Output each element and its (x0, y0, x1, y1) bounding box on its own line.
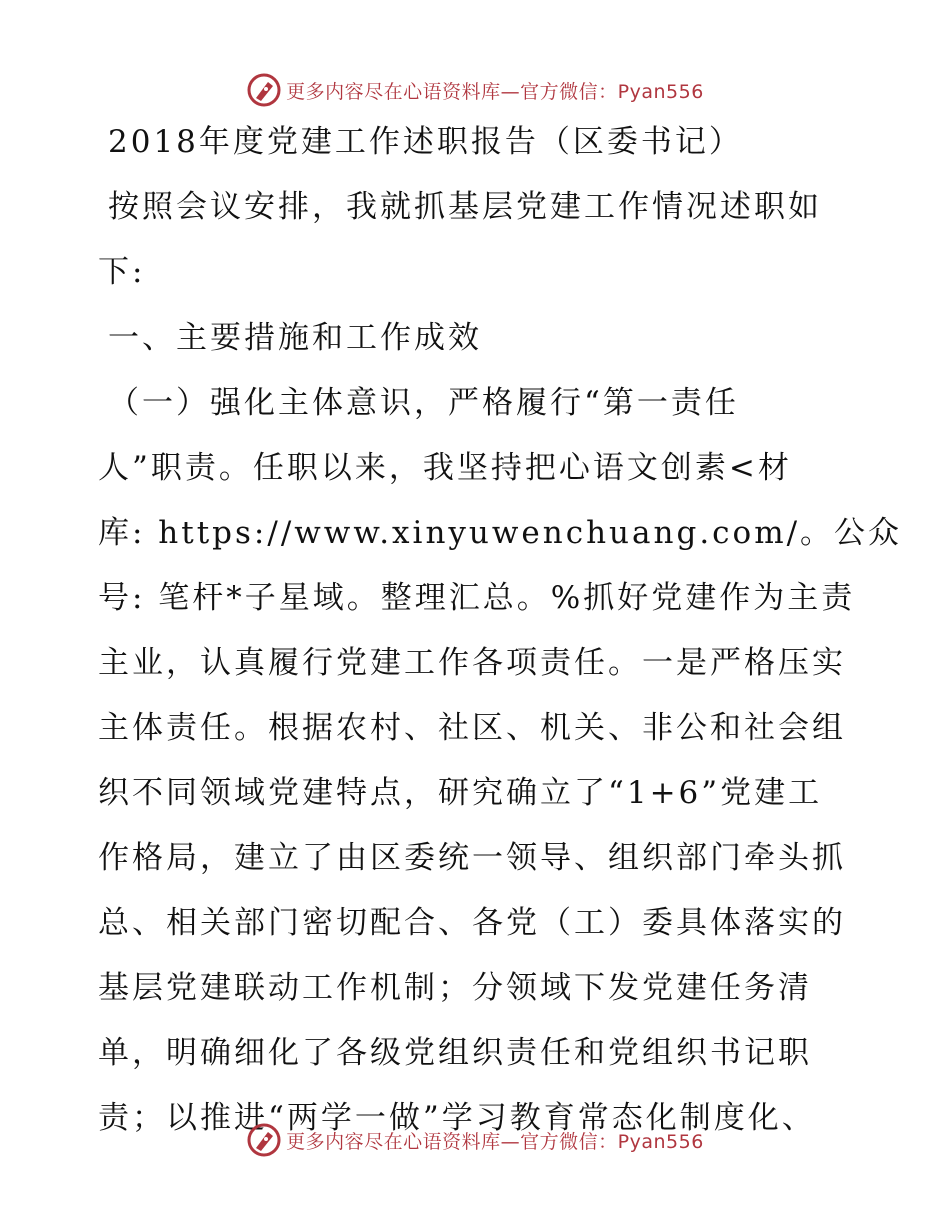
body-line: 人”职责。任职以来，我坚持把心语文创素<材 (98, 450, 792, 486)
header-watermark-banner (0, 70, 950, 110)
body-line: 责；以推进“两学一做”学习教育常态化制度化、 (98, 1100, 816, 1136)
watermark-text: 更多内容尽在心语资料库—官方微信：Pyan556 (286, 80, 704, 103)
body-line: 总、相关部门密切配合、各党（工）委具体落实的 (98, 905, 846, 941)
body-line: 主业，认真履行党建工作各项责任。一是严格压实 (98, 645, 846, 681)
body-line: 主体责任。根据农村、社区、机关、非公和社会组 (98, 710, 846, 746)
body-line: 号: 笔杆*子星域。整理汇总。%抓好党建作为主责 (98, 580, 856, 616)
section-heading: 一、主要措施和工作成效 (108, 320, 482, 356)
body-line: 作格局，建立了由区委统一领导、组织部门牵头抓 (98, 840, 846, 876)
body-line: 基层党建联动工作机制；分领域下发党建任务清 (98, 970, 812, 1006)
document-title: 2018年度党建工作述职报告（区委书记） (108, 124, 743, 160)
intro-line-2: 下: (98, 254, 146, 290)
body-line: 单，明确细化了各级党组织责任和党组织书记职 (98, 1035, 812, 1071)
body-line: 织不同领域党建特点，研究确立了“1+6”党建工 (98, 775, 823, 811)
pen-nib-logo-icon (246, 72, 282, 108)
pen-nib-logo-icon (246, 1122, 282, 1158)
intro-line-1: 按照会议安排，我就抓基层党建工作情况述职如 (108, 189, 822, 225)
watermark-text: 更多内容尽在心语资料库—官方微信：Pyan556 (286, 1130, 704, 1153)
footer-watermark-banner (0, 1120, 950, 1160)
body-line: 库: https://www.xinyuwenchuang.com/。公众 (98, 515, 903, 551)
body-line: （一）强化主体意识，严格履行“第一责任 (108, 385, 739, 421)
document-body (98, 122, 903, 1138)
